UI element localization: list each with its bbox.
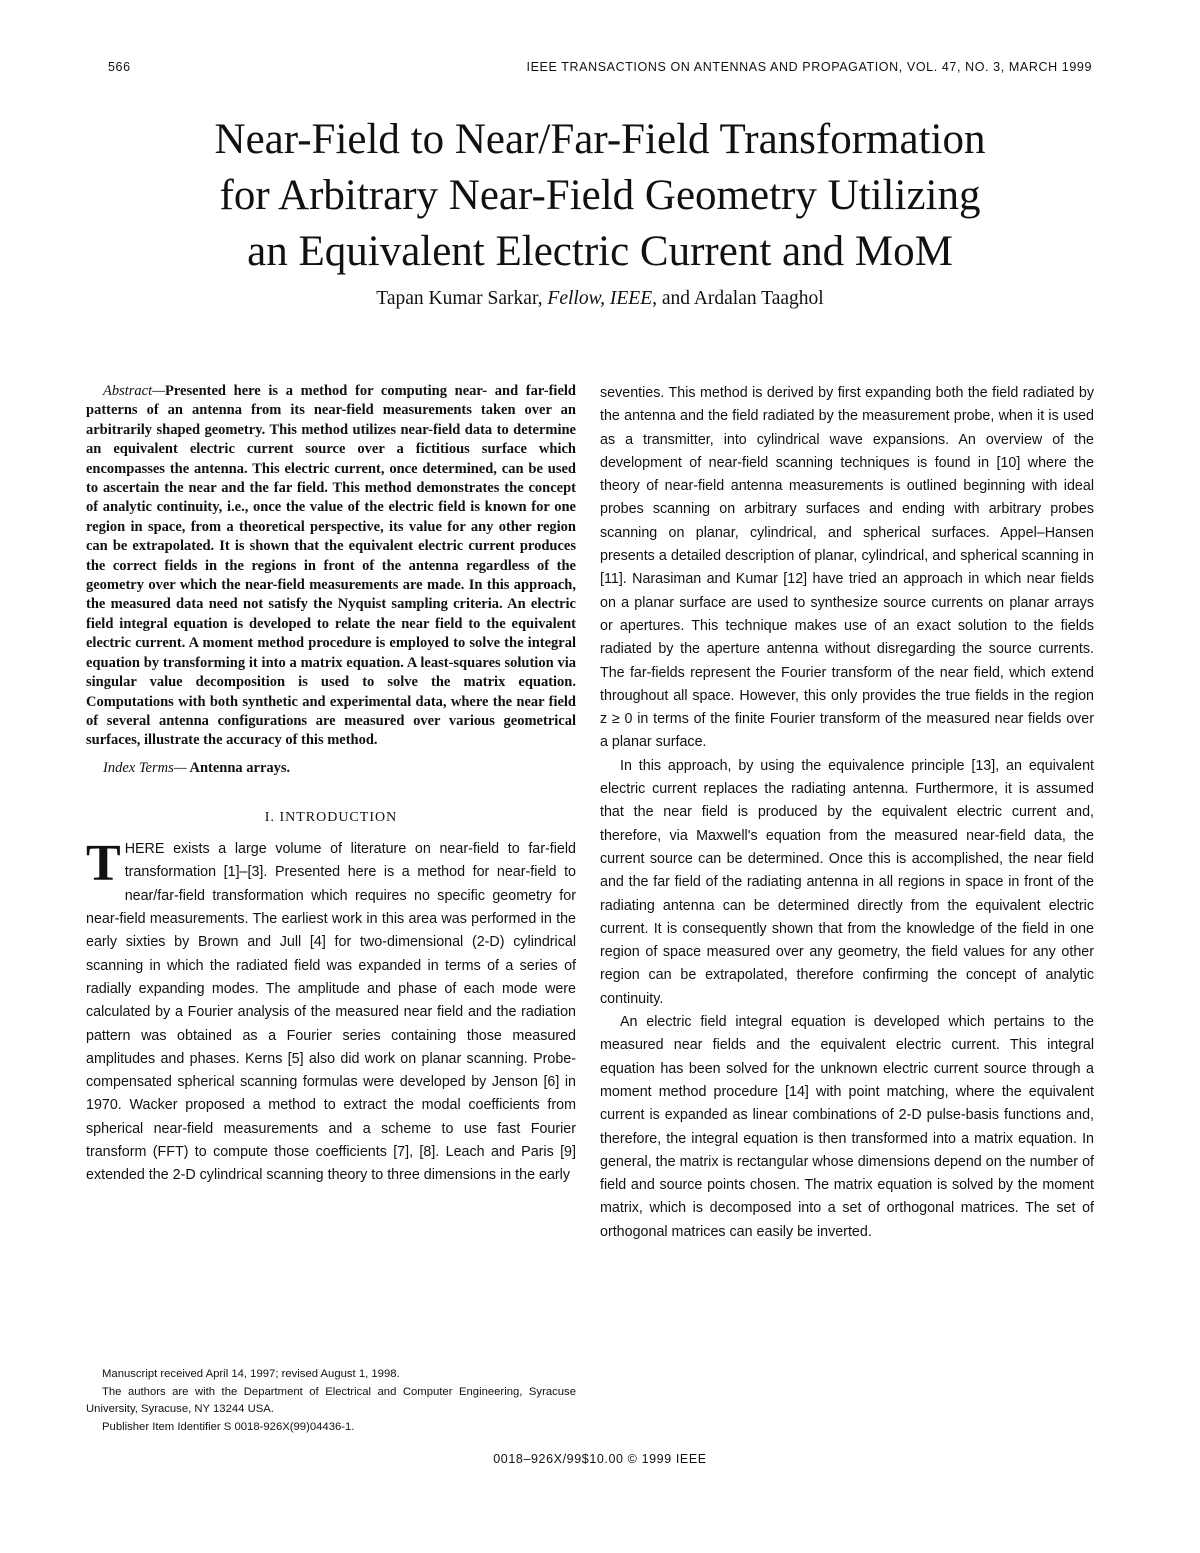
drop-cap: T [86,835,121,893]
footnote-identifier: Publisher Item Identifier S 0018-926X(99)04436-1. [102,1420,355,1433]
abstract-text: Presented here is a method for computing near- and far-field patterns of an antenna from its near-field measurements taken over an arbitrarily shaped geometry. This method utilizes near-field data to determine an equivalent electric current source over a fictitious surface which encompasses the antenna. This electric current, once determined, can be used to ascertain the near and the far field. This method demonstrates the concept of analytic continuity, i.e., once the value of the electric field is known for one region in space, from a theoretical perspective, its value for any other region can be extrapolated. It is shown that the equivalent electric current produces the correct fields in the regions in front of the antenna regardless of the geometry over which the near-field measurements are made. In this approach, the measured data need not satisfy the Nyquist sampling criteria. An electric field integral equation is developed to relate the near field to the equivalent electric current. A moment method procedure is employed to solve the integral equation by transforming it into a matrix equation. A least-squares solution via singular value decomposition is used to solve the matrix equation. Computations with both synthetic and experimental data, where the near field of several antenna configurations are measured over various geometrical surfaces, illustrate the accuracy of this method. [86,383,576,749]
footnote-affiliation: The authors are with the Department of Electrical and Computer Engineering, Syracuse University, Syracuse, NY 13244 USA. [86,1385,576,1415]
title-line-3: an Equivalent Electric Current and MoM [247,228,953,275]
index-terms-text: Antenna arrays. [186,759,291,776]
abstract [86,382,576,751]
co-author: and Ardalan Taaghol [661,288,824,309]
footnote-received: Manuscript received April 14, 1997; revised August 1, 1998. [102,1368,400,1380]
title-line-2: for Arbitrary Near-Field Geometry Utilizing [219,172,981,219]
intro-paragraph-1-text: HERE exists a large volume of literature on near-field to far-field transformation [1]–[3]. Presented here is a method for near-field to near/far-field transformation which requires no specific geometry for near-field measurements. The earliest work in this area was performed in the early sixties by Brown and Jull [4] for two-dimensional (2-D) cylindrical scanning in which the radiated field was expanded in terms of a series of radially expanding modes. The amplitude and phase of each mode were calculated by a Fourier analysis of the measured near field and the radiation pattern was obtained as a Fourier series containing those measured amplitudes and phases. Kerns [5] also did work on planar scanning. Probe-compensated spherical scanning formulas were developed by Jenson [6] in 1970. Wacker proposed a method to extract the modal coefficients from spherical near-field measurements and a scheme to use fast Fourier transform (FFT) to compute those coefficients [7], [8]. Leach and Paris [9] extended the 2-D cylindrical scanning theory to three dimensions in the early [86,841,576,1184]
section-heading-introduction: I. INTRODUCTION [264,810,398,826]
author-name: Tapan Kumar Sarkar, [376,288,543,309]
journal-citation: IEEE TRANSACTIONS ON ANTENNAS AND PROPAGATION, VOL. 47, NO. 3, MARCH 1999 [526,60,1092,74]
left-column [86,382,576,1188]
right-paragraph-2: In this approach, by using the equivalence principle [13], an equivalent electric current replaces the radiating antenna. Furthermore, it is assumed that the near field is produced by the equivalent electric current and, therefore, via Maxwell's equation from the measured near-field data, the current source can be determined. Once this is accomplished, the near field and the far field of the radiating antenna in all regions in space in front of the radiating antenna can be determined directly from the equivalent electric current. It is consequently shown that from the knowledge of the field in one region of space measured over any geometry, the field values for any other region can be extrapolated, therefore confirming the concept of analytic continuity. [600,757,1094,1007]
right-paragraph-3: An electric field integral equation is developed which pertains to the measured near fields and the equivalent electric current. This integral equation has been solved for the unknown electric current source through a moment method procedure [14] with point matching, where the equivalent current is expanded as linear combinations of 2-D pulse-basis functions and, therefore, the integral equation is then transformed into a matrix equation. In general, the matrix is rectangular whose dimensions depend on the number of field and source points chosen. The matrix equation is solved by the moment matrix, which is decomposed into a set of orthogonal matrices. The set of orthogonal matrices can easily be inverted. [600,1014,1094,1240]
right-column [600,382,1094,1244]
index-terms-lead: Index Terms— [103,759,187,776]
author-line [100,288,1100,310]
page-number: 566 [108,60,131,74]
title-line-1: Near-Field to Near/Far-Field Transformation [214,116,986,163]
footnotes [86,1366,576,1436]
abstract-lead: Abstract— [103,383,166,399]
paper-title [100,112,1100,280]
index-terms [86,759,576,778]
copyright-footer: 0018–926X/99$10.00 © 1999 IEEE [493,1452,707,1466]
author-membership: Fellow, IEEE, [547,288,657,309]
right-paragraph-1: seventies. This method is derived by first expanding both the field radiated by the antenna and the field radiated by the measurement probe, when it is used as a transmitter, into cylindrical wave expansions. An overview of the development of near-field scanning techniques is found in [10] where the theory of near-field antenna measurements is outlined beginning with ideal probes scanning on arbitrary surfaces and ending with arbitrary probes scanning on planar, cylindrical, and spherical surfaces. Appel–Hansen presents a detailed description of planar, cylindrical, and spherical scanning in [11]. Narasiman and Kumar [12] have tried an approach in which near fields on a planar surface are used to synthesize source currents on planar arrays or apertures. This technique makes use of an exact solution to the fields radiated by the aperture antenna without disregarding the source currents. The far-fields represent the Fourier transform of the near field, which extend throughout all space. However, this only provides the true fields in the region z ≥ 0 in terms of the finite Fourier transform of the measured near fields over a planar surface. [600,385,1094,751]
intro-paragraph-1 [86,835,576,1187]
